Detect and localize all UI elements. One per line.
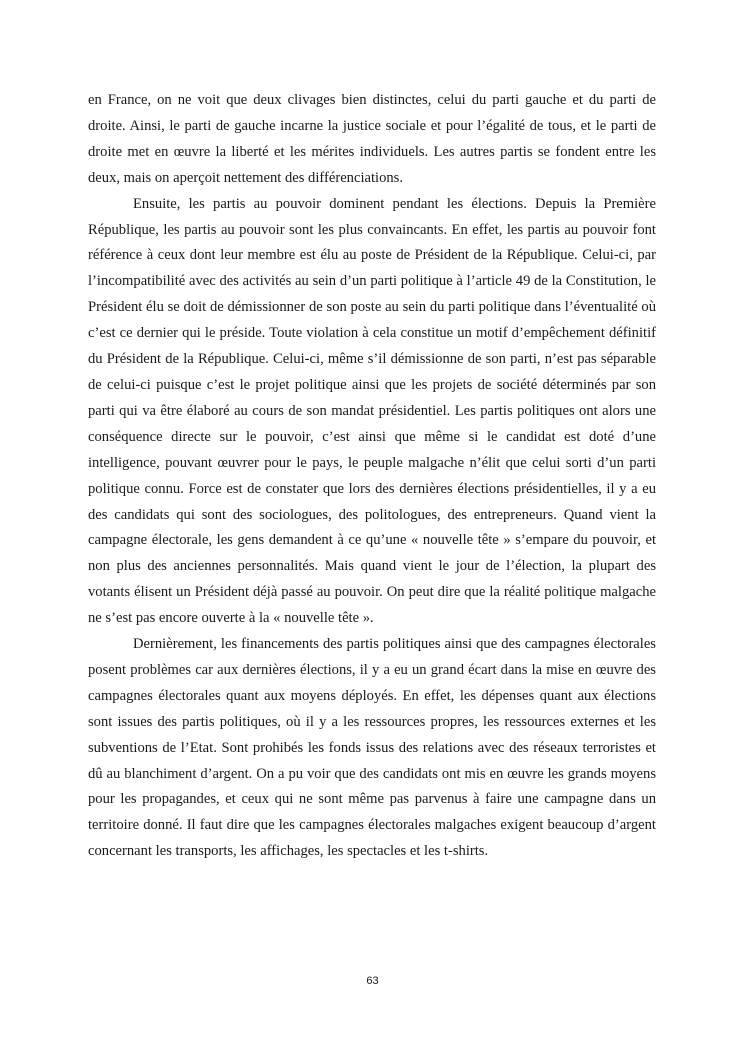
paragraph-financing: Dernièrement, les financements des partis politiques ainsi que des campagnes électorales posent problèmes car aux dernières élections, il y a eu un grand écart dans la mise en œuvre des campagnes électorales quant aux moyens déployés. En effet, les dépenses quant aux élections sont issues des partis politiques, où il y a les ressources propres, les ressources externes et les subventions de l’Etat. Sont prohibés les fonds issus des relations avec des réseaux terroristes et dû au blanchiment d’argent. On a pu voir que des candidats ont mis en œuvre les grands moyens pour les propagandes, et ceux qui ne sont même pas parvenus à faire une campagne dans un territoire donné. Il faut dire que les campagnes électorales malgaches exigent beaucoup d’argent concernant les transports, les affichages, les spectacles et les t-shirts. (88, 636, 656, 860)
paragraph-parties-in-power: Ensuite, les partis au pouvoir dominent pendant les élections. Depuis la Première République, les partis au pouvoir sont les plus convaincants. En effet, les partis au pouvoir font référence à ceux dont leur membre est élu au poste de Président de la République. Celui-ci, par l’incompatibilité avec des activités au sein d’un parti politique à l’article 49 de la Constitution, le Président élu se doit de démissionner de son poste au sein du parti politique dans l’éventualité où c’est ce dernier qui le préside. Toute violation à cela constitue un motif d’empêchement définitif du Président de la République. Celui-ci, même s’il démissionne de son parti, n’est pas séparable de celui-ci puisque c’est le projet politique ainsi que les projets de société déterminés par son parti qui va être élaboré au cours de son mandat présidentiel. Les partis politiques ont alors une conséquence directe sur le pouvoir, c’est ainsi que même si le candidat est doté d’une intelligence, pouvant œuvrer pour le pays, le peuple malgache n’élit que celui sorti d’un parti politique connu. Force est de constater que lors des dernières élections présidentielles, il y a eu des candidats qui sont des sociologues, des politologues, des entrepreneurs. Quand vient la campagne électorale, les gens demandent à ce qu’une « nouvelle tête » s’empare du pouvoir, et non plus des anciennes personnalités. Mais quand vient le jour de l’élection, la plupart des votants élisent un Président déjà passé au pouvoir. On peut dire que la réalité politique malgache ne s’est pas encore ouverte à la « nouvelle tête ». (88, 195, 656, 627)
body-text (88, 88, 656, 865)
page-number: 63 (366, 975, 379, 987)
paragraph-continuation: en France, on ne voit que deux clivages bien distinctes, celui du parti gauche et du parti de droite. Ainsi, le parti de gauche incarne la justice sociale et pour l’égalité de tous, et le parti de droite met en œuvre la liberté et les mérites individuels. Les autres partis se fondent entre les deux, mais on aperçoit nettement des différenciations. (88, 92, 656, 186)
